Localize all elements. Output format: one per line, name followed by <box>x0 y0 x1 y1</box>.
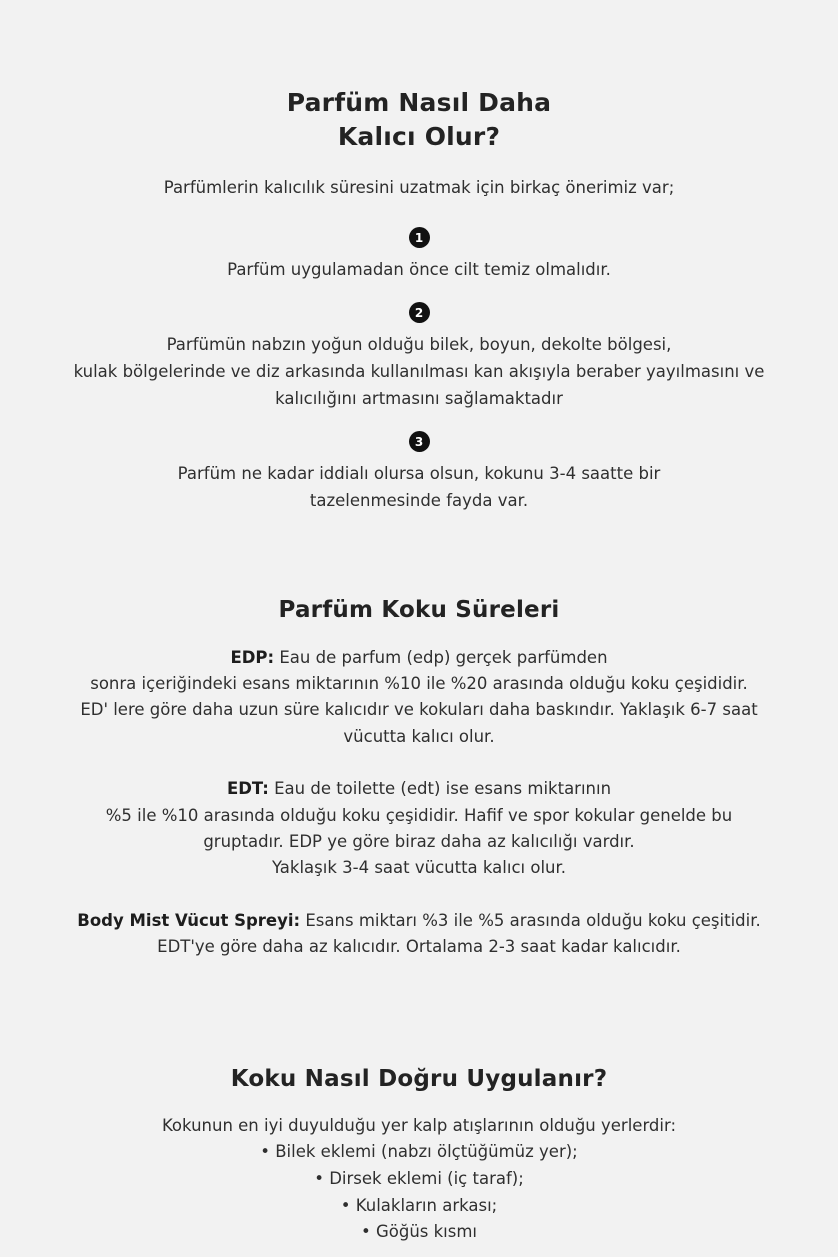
list-item: • Kulakların arkası; <box>340 1195 498 1215</box>
paragraph-body-mist-label: Body Mist Vücut Spreyi: <box>77 910 301 930</box>
section-koku-sureleri <box>56 597 782 961</box>
paragraph-body-mist-line-1 <box>56 908 782 934</box>
page-title-line-1: Parfüm Nasıl Daha <box>286 88 552 117</box>
paragraph-body-mist-line-2: EDT'ye göre daha az kalıcıdır. Ortalama 2-3 saat kadar kalıcıdır. <box>157 937 681 957</box>
section-spacer-2 <box>56 986 782 1066</box>
paragraph-edt-line-2: %5 ile %10 arasında olduğu koku çeşididir. Hafif ve spor kokular genelde bu <box>105 805 733 825</box>
section3-title: Koku Nasıl Doğru Uygulanır? <box>230 1066 608 1093</box>
paragraph-edt-line-1-text: Eau de toilette (edt) ise esans miktarının <box>268 779 612 799</box>
section-koku-uygulama <box>56 1066 782 1246</box>
paragraph-edt <box>56 776 782 882</box>
tip-item-2-line-2: kulak bölgelerinde ve diz arkasında kullanılması kan akışıyla beraber yayılmasını ve <box>73 362 765 382</box>
tip-item-1-text <box>56 257 782 284</box>
tip-item-2-line-3: kalıcılığını artmasını sağlamaktadır <box>275 388 563 408</box>
list-item: • Dirsek eklemi (iç taraf); <box>314 1168 524 1188</box>
tip-item-3-line-1: Parfüm ne kadar iddialı olursa olsun, kokunu 3-4 saatte bir <box>177 464 661 484</box>
paragraph-edt-label: EDT: <box>226 779 269 799</box>
page-title-line-2: Kalıcı Olur? <box>337 122 501 151</box>
paragraph-edp <box>56 645 782 751</box>
tip-item-3-text <box>56 461 782 514</box>
tip-item-3-line-2: tazelenmesinde fayda var. <box>309 490 529 510</box>
paragraph-edp-line-1 <box>56 645 782 671</box>
section1-intro: Parfümlerin kalıcılık süresini uzatmak için birkaç önerimiz var; <box>163 178 675 197</box>
page-title <box>56 86 782 154</box>
tip-item-2-line-1: Parfümün nabzın yoğun olduğu bilek, boyun, dekolte bölgesi, <box>166 335 672 355</box>
tip-item-3 <box>56 431 782 515</box>
paragraph-edp-line-2: sonra içeriğindeki esans miktarının %10 ile %20 arasında olduğu koku çeşididir. <box>90 673 748 693</box>
section-spacer-1 <box>56 533 782 597</box>
paragraph-edt-line-4: Yaklaşık 3-4 saat vücutta kalıcı olur. <box>271 858 567 878</box>
number-badge-3: 3 <box>409 431 430 452</box>
section-parfum-kalicilik <box>56 86 782 515</box>
section2-title: Parfüm Koku Süreleri <box>278 596 560 623</box>
tip-item-1-line-1: Parfüm uygulamadan önce cilt temiz olmalıdır. <box>227 260 611 280</box>
list-item: • Göğüs kısmı <box>360 1222 478 1242</box>
paragraph-edt-line-3: gruptadır. EDP ye göre biraz daha az kalıcılığı vardır. <box>203 831 635 851</box>
number-badge-1: 1 <box>409 227 430 248</box>
list-item: • Bilek eklemi (nabzı ölçtüğümüz yer); <box>260 1142 578 1162</box>
tip-item-1 <box>56 227 782 284</box>
paragraph-edt-line-1 <box>56 776 782 802</box>
paragraph-edp-label: EDP: <box>230 647 275 667</box>
number-badge-2: 2 <box>409 302 430 323</box>
application-points-list <box>56 1139 782 1246</box>
paragraph-edp-line-3: ED' lere göre daha uzun süre kalıcıdır ve kokuları daha baskındır. Yaklaşık 6-7 saat <box>80 700 758 720</box>
tip-item-2 <box>56 302 782 413</box>
tip-item-2-text <box>56 332 782 412</box>
paragraph-body-mist <box>56 908 782 961</box>
paragraph-body-mist-line-1-text: Esans miktarı %3 ile %5 arasında olduğu koku çeşitidir. <box>300 910 761 930</box>
paragraph-edp-line-1-text: Eau de parfum (edp) gerçek parfümden <box>274 647 608 667</box>
paragraph-edp-line-4: vücutta kalıcı olur. <box>343 726 495 746</box>
section3-intro: Kokunun en iyi duyulduğu yer kalp atışlarının olduğu yerlerdir: <box>161 1116 677 1136</box>
